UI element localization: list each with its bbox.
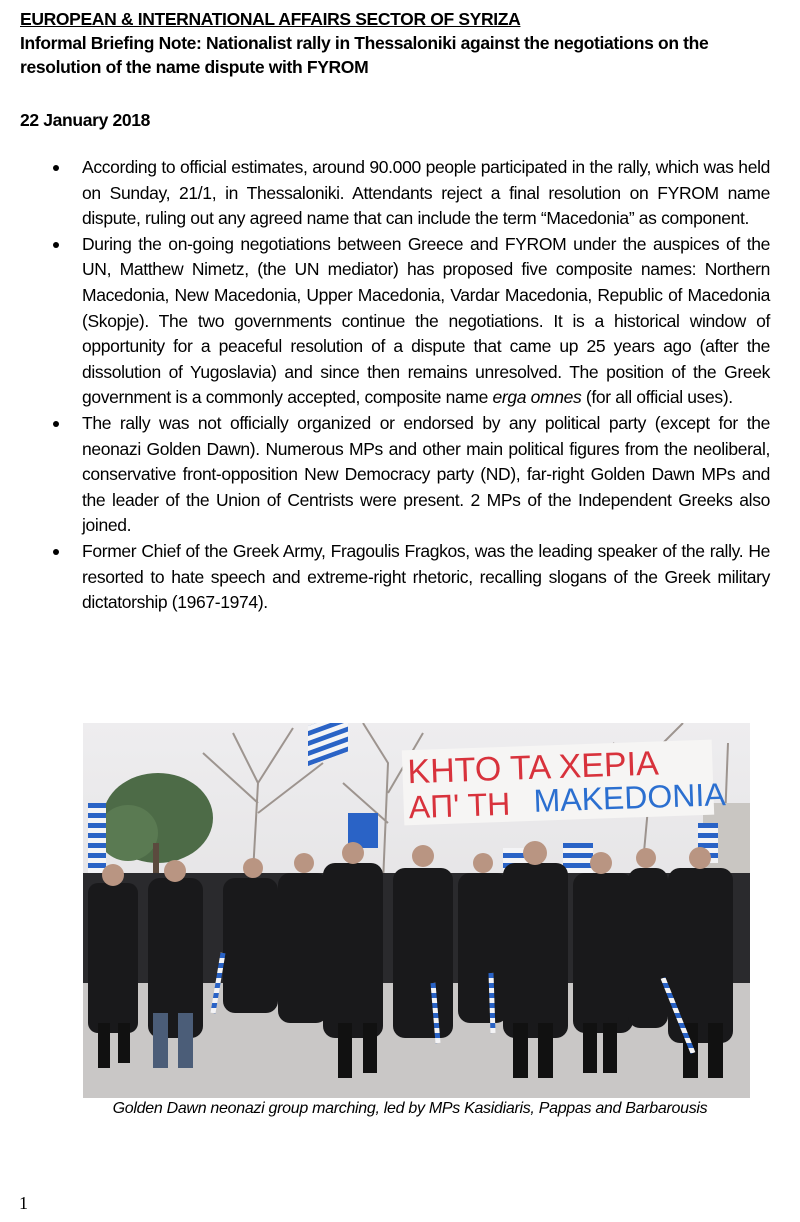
bullet-item xyxy=(0,232,770,411)
rally-photo-illustration xyxy=(83,723,750,1098)
bullet-italic-term: erga omnes xyxy=(492,387,582,408)
organization-heading: EUROPEAN & INTERNATIONAL AFFAIRS SECTOR OF SYRIZA xyxy=(20,9,521,29)
bullet-icon xyxy=(53,242,59,248)
page-number: 1 xyxy=(19,1193,28,1213)
bullet-text: During the on-going negotiations between Greece and FYROM under the auspices of the UN, Matthew Nimetz, (the UN mediator) has proposed five composite names: Northern Macedonia, New Macedonia, Upper Macedonia, Vardar Macedonia, Republic of Macedonia (Skopje). The two governments continue the negotiations. It is a historical window of opportunity for a peaceful resolution of a dispute that came up 25 years ago (after the dissolution of Yugoslavia) and since then remains unresolved. The position of the Greek government is a commonly accepted, composite name xyxy=(82,233,770,408)
document-date: 22 January 2018 xyxy=(20,110,150,130)
banner-line-2-blue: ΜΑΚΕDΟΝΙΑ xyxy=(532,776,727,819)
bullet-item xyxy=(0,155,770,232)
bullet-item xyxy=(0,539,770,616)
briefing-title: Informal Briefing Note: Nationalist rally in Thessaloniki against the negotiations on the resolution of the name dispute with FYROM xyxy=(20,33,709,77)
bullet-item xyxy=(0,411,770,539)
bullet-text: According to official estimates, around 90.000 people participated in the rally, which was held on Sunday, 21/1, in Thessaloniki. Attendants reject a final resolution on FYROM name dispute, ruling out any agreed name that can include the term “Macedonia” as component. xyxy=(82,157,770,229)
bullet-icon xyxy=(53,549,59,555)
photo-caption: Golden Dawn neonazi group marching, led by MPs Kasidiaris, Pappas and Barbarousis xyxy=(112,1100,708,1117)
rally-photo xyxy=(83,723,750,1098)
banner-line-2-red: ΑΠ' ΤΗ xyxy=(408,785,511,826)
banner-line-1: ΚΗΤΟ ΤΑ ΧΕΡΙΑ xyxy=(406,744,660,792)
bullet-list xyxy=(0,155,770,616)
bullet-icon xyxy=(53,421,59,427)
bullet-text-end: (for all official uses). xyxy=(581,387,733,408)
bullet-icon xyxy=(53,165,59,171)
bullet-text: The rally was not officially organized or endorsed by any political party (except for the neonazi Golden Dawn). Numerous MPs and other main political figures from the neoliberal, conservative front-opposition New Democracy party (ND), far-right Golden Dawn MPs and the leader of the Union of Centrists were present. 2 MPs of the Independent Greeks also joined. xyxy=(82,412,770,536)
bullet-text: Former Chief of the Greek Army, Fragoulis Fragkos, was the leading speaker of the rally. He resorted to hate speech and extreme-right rhetoric, recalling slogans of the Greek military dictatorship (1967-1974). xyxy=(82,540,770,613)
